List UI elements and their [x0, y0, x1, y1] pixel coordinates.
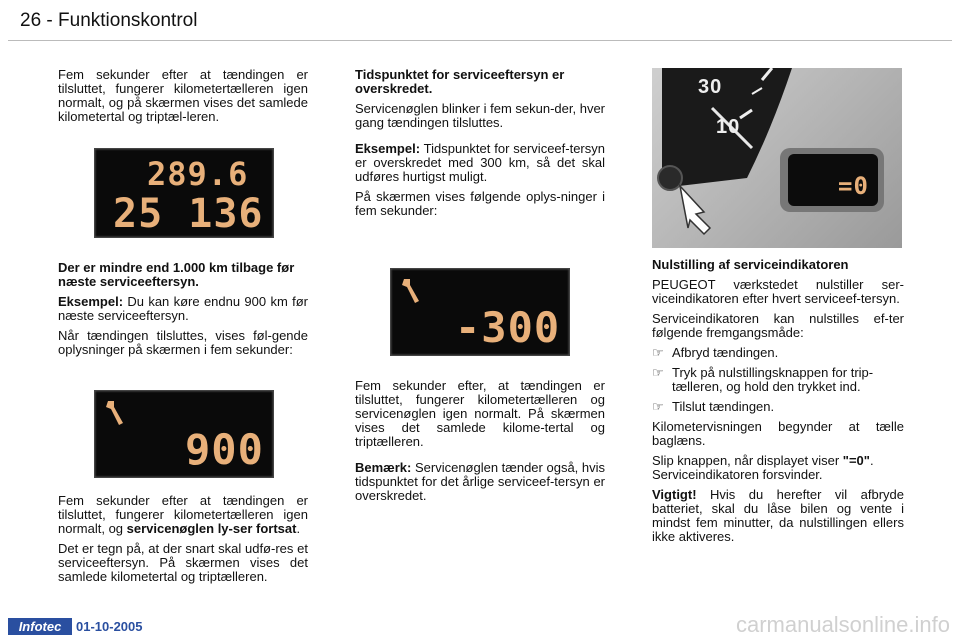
- hand-pointer-icon: ☞: [652, 399, 664, 414]
- service-display-overdue: [390, 268, 570, 356]
- column-2-section-2: [355, 379, 605, 509]
- col1-paragraph-3: Fem sekunder efter at tændingen er tilsluttet, fungerer kilometertælleren igen normalt, og servicenøglen ly-ser fortsat.: [58, 493, 308, 536]
- site-watermark: carmanualsonline.info: [735, 612, 950, 637]
- instrument-cluster-image: [652, 68, 902, 248]
- gauge-label-10: 10: [716, 116, 741, 138]
- col2-paragraph-2: På skærmen vises følgende oplys-ninger i fem sekunder:: [355, 189, 605, 218]
- page-header: [20, 10, 197, 32]
- arrow-icon: [680, 186, 710, 234]
- col1-paragraph-2: Når tændingen tilsluttes, vises føl-gende oplysninger på skærmen i fem sekunder:: [58, 328, 308, 357]
- column-3: [652, 258, 904, 550]
- footer-date: 01-10-2005: [76, 619, 143, 634]
- column-1-section-3: [58, 494, 308, 590]
- col3-heading: Nulstilling af serviceindikatoren: [652, 257, 849, 272]
- col2-heading: Tidspunktet for serviceeftersyn er overskredet.: [355, 67, 565, 96]
- col3-warning: Vigtigt! Hvis du herefter vil afbryde batteriet, skal du låse bilen og vente i mindst fem minutter, da nulstillingen ellers ikke aktiveres.: [652, 487, 904, 544]
- col3-paragraph-3: Kilometervisningen begynder at tælle baglæns.: [652, 419, 904, 448]
- service-display-900: [94, 390, 274, 478]
- col1-example: [58, 295, 308, 323]
- example-label: Eksempel:: [58, 294, 124, 309]
- col1-paragraph-4: Det er tegn på, at der snart skal udfø-res et serviceeftersyn. På skærmen vises det samlede kilometertal og triptælleren.: [58, 541, 308, 584]
- column-1-section-2: [58, 261, 308, 363]
- trip-reading: 289.6: [147, 155, 249, 193]
- col3-paragraph-2: Serviceindikatoren kan nulstilles ef-ter følgende fremgangsmåde:: [652, 311, 904, 340]
- odometer-display: [94, 148, 274, 238]
- hand-pointer-icon: ☞: [652, 345, 664, 360]
- col2-example: Eksempel: Tidspunktet for serviceef-tersyn er overskredet med 300 km, så det skal udføres hurtigst muligt.: [355, 141, 605, 184]
- hand-pointer-icon: ☞: [652, 365, 664, 380]
- header-divider: [8, 40, 952, 41]
- step-2: ☞ Tryk på nulstillingsknappen for trip-tælleren, og hold den trykket ind.: [652, 365, 874, 394]
- column-1: [58, 68, 308, 130]
- reset-display-value: =0: [838, 172, 869, 200]
- col3-paragraph-1: PEUGEOT værkstedet nulstiller ser-viceindikatoren efter hvert serviceef-tersyn.: [652, 277, 904, 306]
- total-reading: 25 136: [113, 191, 264, 237]
- gauge-drawing: [652, 68, 902, 248]
- col1-paragraph-1: Fem sekunder efter at tændingen er tilsluttet, fungerer kilometertælleren igen normalt, og på skærmen vises det samlede kilometertal og triptæl-leren.: [58, 67, 308, 124]
- step-3: ☞ Tilslut tændingen.: [652, 399, 775, 414]
- col1-heading: Der er mindre end 1.000 km tilbage før næste serviceeftersyn.: [58, 260, 295, 289]
- wrench-icon: [399, 275, 425, 305]
- column-2: [355, 68, 605, 224]
- overdue-km: -300: [455, 303, 561, 352]
- example-text: Du kan køre endnu 900 km før næste serviceeftersyn.: [58, 294, 308, 323]
- col3-paragraph-4: Slip knappen, når displayet viser "=0". Serviceindikatoren forsvinder.: [652, 453, 874, 482]
- col2-paragraph-1: Servicenøglen blinker i fem sekun-der, hver gang tændingen tilsluttes.: [355, 101, 606, 130]
- step-1: ☞ Afbryd tændingen.: [652, 345, 779, 360]
- wrench-icon: [103, 397, 129, 427]
- section-title: Funktionskontrol: [58, 10, 198, 31]
- infotec-badge: Infotec: [8, 618, 72, 635]
- gauge-label-30: 30: [698, 76, 723, 98]
- col2-paragraph-3: Fem sekunder efter, at tændingen er tilsluttet, fungerer kilometertælleren og servicenøglen igen normalt. På skærmen vises det samlede kilome-tertal og triptælleren.: [355, 378, 605, 449]
- remaining-km: 900: [185, 425, 264, 474]
- page-number: 26: [20, 10, 42, 31]
- col2-note: Bemærk: Servicenøglen tænder også, hvis tidspunktet for det årlige serviceef-tersyn er overskredet.: [355, 460, 606, 503]
- header-separator: -: [46, 10, 53, 31]
